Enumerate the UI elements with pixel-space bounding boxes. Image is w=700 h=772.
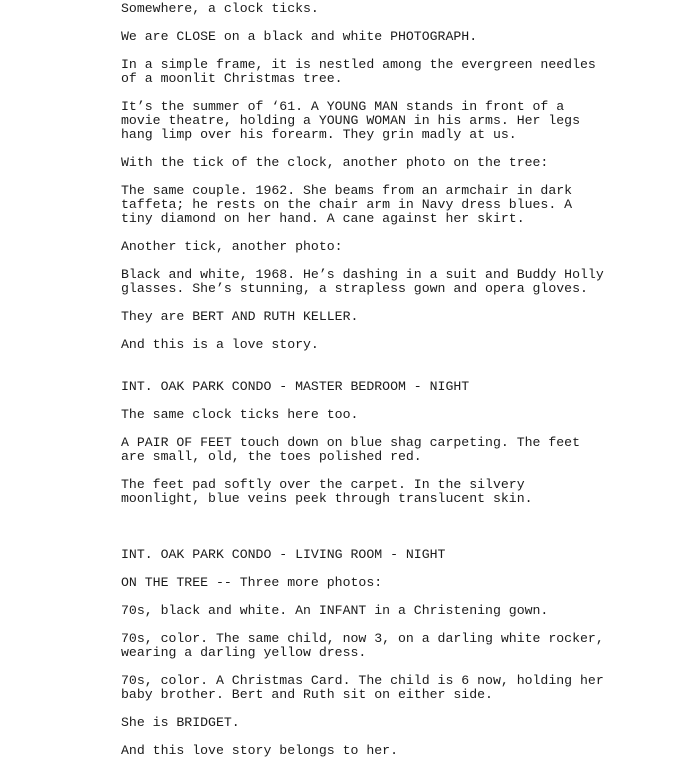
action-line: Another tick, another photo: [121,239,343,254]
action-line: 70s, black and white. An INFANT in a Christening gown. [121,603,549,618]
action-line: With the tick of the clock, another photo on the tree: [121,155,549,170]
action-line: 70s, color. A Christmas Card. The child is 6 now, holding her baby brother. Bert and Ruth sit on either side. [121,673,604,702]
scene-heading: INT. OAK PARK CONDO - MASTER BEDROOM - NIGHT [121,379,470,394]
action-line: They are BERT AND RUTH KELLER. [121,309,359,324]
action-line: Black and white, 1968. He’s dashing in a suit and Buddy Holly glasses. She’s stunning, a strapless gown and opera gloves. [121,267,604,296]
scene-break [121,520,681,548]
action-line: The same clock ticks here too. [121,407,359,422]
action-line: And this love story belongs to her. [121,743,398,758]
action-line: In a simple frame, it is nestled among the evergreen needles of a moonlit Christmas tree. [121,57,596,86]
action-line: ON THE TREE -- Three more photos: [121,575,383,590]
screenplay-text [121,2,681,772]
action-line: We are CLOSE on a black and white PHOTOGRAPH. [121,29,478,44]
action-line: It’s the summer of ‘61. A YOUNG MAN stands in front of a movie theatre, holding a YOUNG WOMAN in his arms. Her legs hang limp over his forearm. They grin madly at us. [121,99,580,142]
action-line: The same couple. 1962. She beams from an armchair in dark taffeta; he rests on the chair arm in Navy dress blues. A tiny diamond on her hand. A cane against her skirt. [121,183,573,226]
action-line: A PAIR OF FEET touch down on blue shag carpeting. The feet are small, old, the toes polished red. [121,435,580,464]
action-line: And this is a love story. [121,337,319,352]
scene-break [121,366,681,380]
action-line: 70s, color. The same child, now 3, on a darling white rocker, wearing a darling yellow dress. [121,631,604,660]
action-line: The feet pad softly over the carpet. In the silvery moonlight, blue veins peek through translucent skin. [121,477,533,506]
action-line: Somewhere, a clock ticks. [121,1,319,16]
scene-heading: INT. OAK PARK CONDO - LIVING ROOM - NIGHT [121,547,446,562]
action-line: She is BRIDGET. [121,715,240,730]
